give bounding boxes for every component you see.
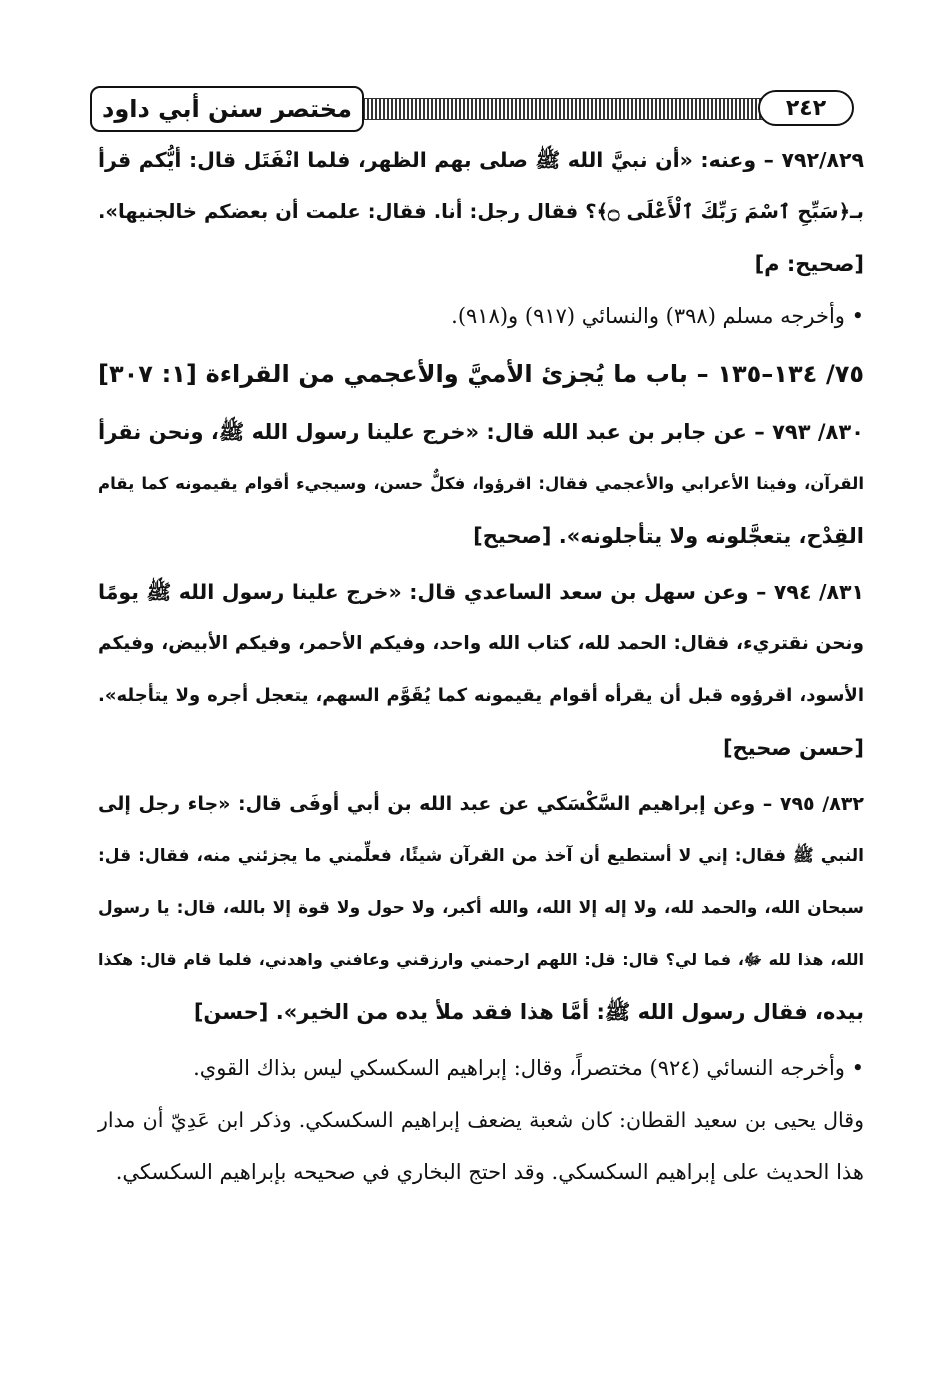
hadith-831-grade: [حسن صحيح] [722, 736, 864, 760]
hadith-829-line-1: ٧٩٢/٨٢٩ – وعنه: «أن نبيَّ الله ﷺ صلى بهم الظهر، فلما انْفَتَل قال: أيُّكم قرأ [98, 148, 864, 172]
takhrij-832-line-1: • وأخرجه النسائي (٩٢٤) مختصراً، وقال: إبراهيم السكسكي ليس بذاك القوي. [193, 1056, 864, 1080]
hadith-832-line-5: بيده، فقال رسول الله ﷺ: أمَّا هذا فقد ملأ يده من الخير». [حسن] [193, 1000, 864, 1024]
takhrij-832-line-3: هذا الحديث على إبراهيم السكسكي. وقد احتج البخاري في صحيحه بإبراهيم السكسكي. [115, 1160, 864, 1184]
hadith-829-line-2: بـ﴿سَبِّحِ ٱسْمَ رَبِّكَ ٱلْأَعْلَى ۝﴾؟ فقال رجل: أنا. فقال: علمت أن بعضكم خالجنيها». [98, 200, 865, 223]
hadith-829-grade: [صحيح: م] [754, 252, 864, 276]
page-header [90, 84, 864, 132]
hadith-832-line-2: النبي ﷺ فقال: إني لا أستطيع أن آخذ من القرآن شيئًا، فعلِّمني ما يجزئني منه، فقال: قل: [98, 846, 864, 866]
hadith-832-line-1: ٨٣٢/ ٧٩٥ – وعن إبراهيم السَّكْسَكي عن عبد الله بن أبي أوفَى قال: «جاء رجل إلى [98, 793, 864, 815]
page-body [98, 140, 864, 1192]
takhrij-832-line-2: وقال يحيى بن سعيد القطان: كان شعبة يضعف إبراهيم السكسكي. وذكر ابن عَدِيّ أن مدار [98, 1108, 864, 1132]
takhrij-829: • وأخرجه مسلم (٣٩٨) والنسائي (٩١٧) و(٩١٨). [451, 304, 864, 328]
hadith-830-line-2: القرآن، وفينا الأعرابي والأعجمي فقال: اقرؤوا، فكلٌّ حسن، وسيجيء أقوام يقيمونه كما يقام [98, 474, 864, 493]
hadith-832-line-3: سبحان الله، والحمد لله، ولا إله إلا الله، والله أكبر، ولا حول ولا قوة إلا بالله، قال: يا رسول [98, 898, 864, 918]
hadith-830-line-3: القِدْح، يتعجَّلونه ولا يتأجلونه». [صحيح] [473, 524, 864, 548]
hadith-832-line-4: الله، هذا لله ﷻ، فما لي؟ قال: قل: اللهم ارحمني وارزقني وعافني واهدني، فلما قام قال: هكذا [98, 950, 864, 969]
hadith-831-line-2: ونحن نقتريء، فقال: الحمد لله، كتاب الله واحد، وفيكم الأحمر، وفيكم الأبيض، وفيكم [98, 633, 864, 654]
hadith-831-line-3: الأسود، اقرؤوه قبل أن يقرأه أقوام يقيمونه كما يُقَوَّم السهم، يتعجل أجره ولا يتأجله». [98, 685, 864, 706]
hadith-831-line-1: ٨٣١/ ٧٩٤ – وعن سهل بن سعد الساعدي قال: «خرج علينا رسول الله ﷺ يومًا [98, 580, 865, 604]
book-title: مختصر سنن أبي داود [90, 86, 364, 132]
header-hatch-band [355, 98, 824, 120]
hadith-830-line-1: ٨٣٠/ ٧٩٣ – عن جابر بن عبد الله قال: «خرج علينا رسول الله ﷺ، ونحن نقرأ [98, 420, 864, 444]
chapter-heading: ٧٥/ ١٣٤–١٣٥ – باب ما يُجزئ الأميَّ والأعجمي من القراءة [١: ٣٠٧] [98, 360, 865, 388]
page-number: ٢٤٢ [758, 90, 854, 126]
